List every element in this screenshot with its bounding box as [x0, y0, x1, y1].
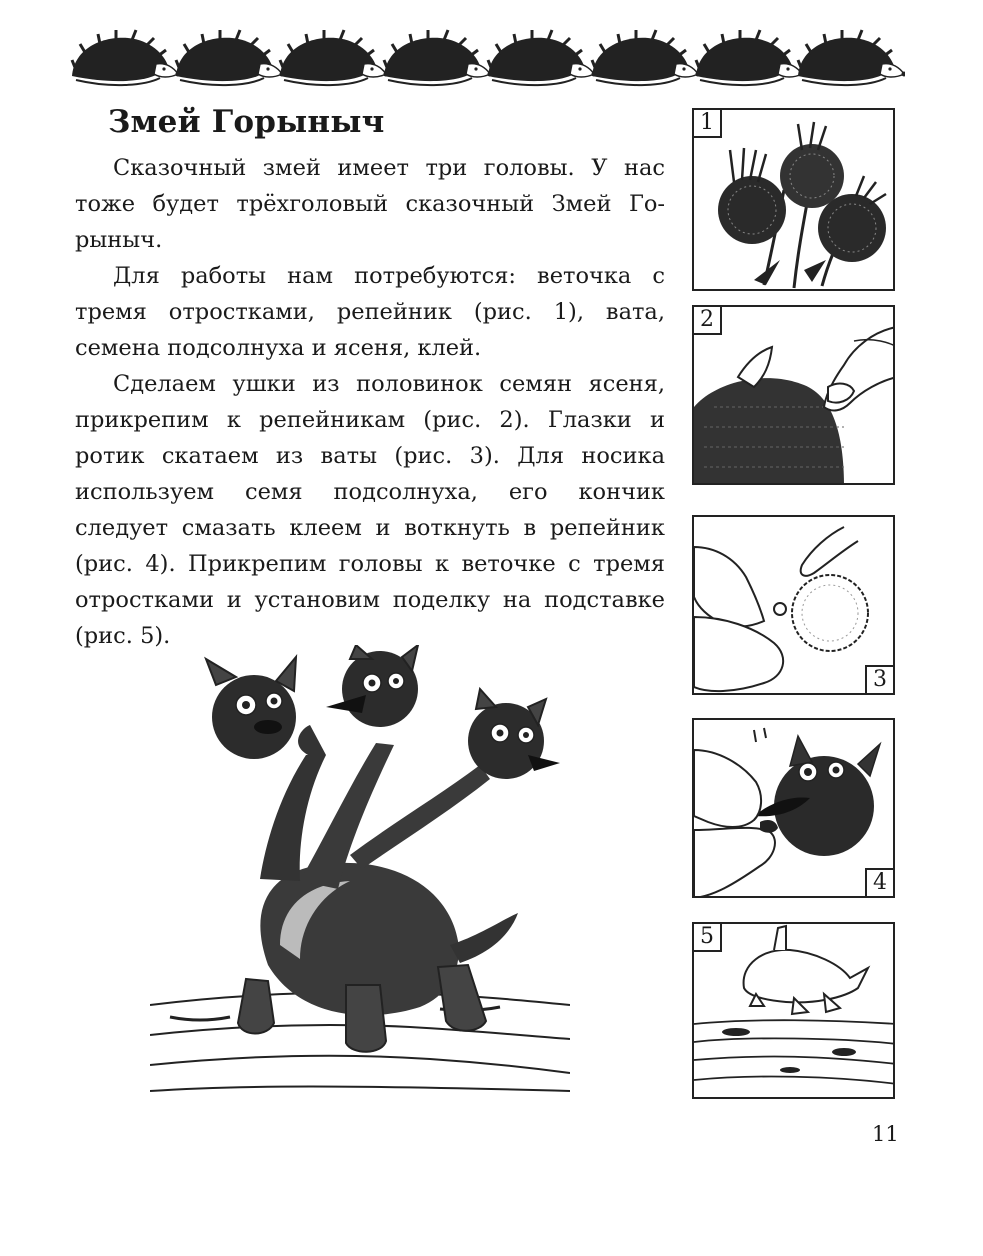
figure-4-number: 4: [865, 868, 895, 898]
figure-5-number: 5: [692, 922, 722, 952]
figure-1-panel: [692, 108, 895, 291]
figure-3-number: 3: [865, 665, 895, 695]
figure-5-panel: [692, 922, 895, 1099]
article-body: [75, 150, 665, 654]
paragraph-materials: Для работы нам потребуются: веточка с тремя отростками, репейник (рис. 1), вата, семена подсолнуха и ясеня, клей.: [75, 263, 665, 361]
serpent-gorynych-art: [150, 645, 570, 1100]
page-title: Змей Горыныч: [108, 104, 385, 140]
figure-2-number: 2: [692, 305, 722, 335]
page-number: 11: [872, 1122, 899, 1146]
assembled-on-stand-illustration: [694, 924, 895, 1099]
attaching-ears-illustration: [694, 307, 895, 485]
figure-2-panel: [692, 305, 895, 485]
figure-4-panel: [692, 718, 895, 898]
burdock-heads-illustration: [694, 110, 895, 291]
hedgehog-border-art: [70, 26, 905, 88]
paragraph-intro: Сказочный змей имеет три головы. У нас тоже будет трёхголовый сказочный Змей Горыныч.: [75, 155, 665, 253]
figure-3-panel: [692, 515, 895, 695]
paragraph-instructions: Сделаем ушки из половинок семян ясеня, прикрепим к репейникам (рис. 2). Глазки и ротик скатаем из ваты (рис. 3). Для носика используем семя подсолнуха, его кончик следует смазать клеем и воткнуть в репейник (рис. 4). Прикрепим головы к веточке с тремя отростками и установим поделку на подставке (рис. 5).: [75, 371, 665, 649]
hedgehog-border: [70, 26, 905, 88]
serpent-gorynych-illustration: [150, 645, 570, 1104]
figure-1-number: 1: [692, 108, 722, 138]
